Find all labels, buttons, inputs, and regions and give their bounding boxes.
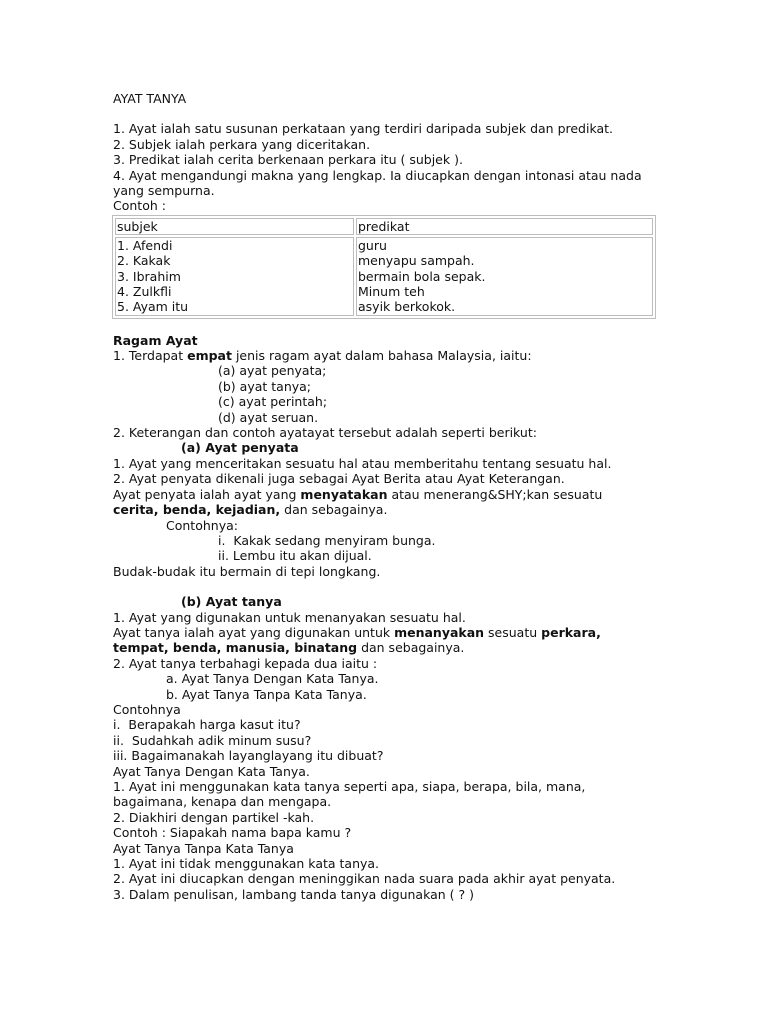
contoh-label: Contoh : xyxy=(113,198,166,214)
intro-line: 3. Predikat ialah cerita berkenaan perkara itu ( subjek ). xyxy=(113,152,463,168)
table-body-row xyxy=(115,237,653,315)
ragam-type: (c) ayat perintah; xyxy=(218,394,328,410)
intro-line: 1. Ayat ialah satu susunan perkataan yang terdiri daripada subjek dan predikat. xyxy=(113,121,614,137)
tanya-line: 1. Ayat yang digunakan untuk menanyakan sesuatu hal. xyxy=(113,609,466,625)
table-cell: 5. Ayam itu xyxy=(117,299,189,315)
table-header-subjek: subjek xyxy=(115,218,354,235)
table-header-row xyxy=(115,218,653,235)
intro-line: yang sempurna. xyxy=(113,183,215,199)
ragam-line: 2. Keterangan dan contoh ayatayat tersebut adalah seperti berikut: xyxy=(113,425,537,441)
intro-line: 2. Subjek ialah perkara yang diceritakan. xyxy=(113,136,371,152)
table-cell: 1. Afendi xyxy=(117,238,173,254)
section-heading-penyata: (a) Ayat penyata xyxy=(181,440,299,456)
contoh-label: Contohnya xyxy=(113,701,181,717)
tanya-subtype: a. Ayat Tanya Dengan Kata Tanya. xyxy=(166,671,379,687)
penyata-example: i. Kakak sedang menyiram bunga. xyxy=(218,532,436,548)
penyata-line: Budak-budak itu bermain di tepi longkang. xyxy=(113,563,381,579)
tanya-line: tempat, benda, manusia, binatang dan sebagainya. xyxy=(113,640,465,656)
subject-predicate-table xyxy=(112,215,656,319)
dengan-line: 1. Ayat ini menggunakan kata tanya seperti apa, siapa, berapa, bila, mana, xyxy=(113,779,586,794)
dengan-line: Contoh : Siapakah nama bapa kamu ? xyxy=(113,825,352,841)
subheading-tanpa: Ayat Tanya Tanpa Kata Tanya xyxy=(113,840,294,856)
section-heading-tanya: (b) Ayat tanya xyxy=(181,594,282,610)
ragam-type: (a) ayat penyata; xyxy=(218,363,327,379)
subheading-dengan: Ayat Tanya Dengan Kata Tanya. xyxy=(113,763,310,779)
table-cell: guru xyxy=(358,238,387,254)
intro-line: 4. Ayat mengandungi makna yang lengkap. Ia diucapkan dengan intonasi atau nada xyxy=(113,167,642,183)
ragam-type: (b) ayat tanya; xyxy=(218,378,312,394)
tanya-example: iii. Bagaimanakah layanglayang itu dibuat? xyxy=(113,748,384,764)
penyata-line: Ayat penyata ialah ayat yang menyatakan atau menerang&SHY;kan sesuatu xyxy=(113,486,603,502)
document-page xyxy=(113,91,658,902)
subjek-column xyxy=(115,237,354,315)
table-header-predikat: predikat xyxy=(356,218,653,235)
table-cell: 4. Zulkfli xyxy=(117,284,172,300)
document-title: AYAT TANYA xyxy=(113,91,187,106)
table-cell: bermain bola sepak. xyxy=(358,268,486,284)
ragam-line: 1. Terdapat empat jenis ragam ayat dalam bahasa Malaysia, iaitu: xyxy=(113,348,532,364)
tanpa-line: 1. Ayat ini tidak menggunakan kata tanya. xyxy=(113,856,380,872)
table-cell: menyapu sampah. xyxy=(358,253,475,269)
penyata-line: 2. Ayat penyata dikenali juga sebagai Ayat Berita atau Ayat Keterangan. xyxy=(113,471,565,487)
table-cell: 3. Ibrahim xyxy=(117,268,181,284)
ragam-type: (d) ayat seruan. xyxy=(218,409,319,425)
dengan-line: 2. Diakhiri dengan partikel -kah. xyxy=(113,809,315,825)
table-cell: Minum teh xyxy=(358,284,425,300)
table-cell: 2. Kakak xyxy=(117,253,171,269)
tanya-example: i. Berapakah harga kasut itu? xyxy=(113,717,301,733)
tanya-line: 2. Ayat tanya terbahagi kepada dua iaitu : xyxy=(113,655,378,671)
tanya-subtype: b. Ayat Tanya Tanpa Kata Tanya. xyxy=(166,686,367,702)
dengan-line: bagaimana, kenapa dan mengapa. xyxy=(113,794,332,810)
penyata-line: cerita, benda, kejadian, dan sebagainya. xyxy=(113,502,388,518)
contoh-label: Contohnya: xyxy=(166,517,238,533)
table-cell: asyik berkokok. xyxy=(358,299,456,315)
tanpa-line: 2. Ayat ini diucapkan dengan meninggikan nada suara pada akhir ayat penyata. xyxy=(113,871,616,887)
penyata-example: ii. Lembu itu akan dijual. xyxy=(218,548,372,564)
section-heading-ragam: Ragam Ayat xyxy=(113,332,198,348)
tanpa-line: 3. Dalam penulisan, lambang tanda tanya digunakan ( ? ) xyxy=(113,886,474,902)
predikat-column xyxy=(356,237,653,315)
tanya-example: ii. Sudahkah adik minum susu? xyxy=(113,732,312,748)
tanya-line: Ayat tanya ialah ayat yang digunakan untuk menanyakan sesuatu perkara, xyxy=(113,624,601,640)
penyata-line: 1. Ayat yang menceritakan sesuatu hal atau memberitahu tentang sesuatu hal. xyxy=(113,455,612,471)
